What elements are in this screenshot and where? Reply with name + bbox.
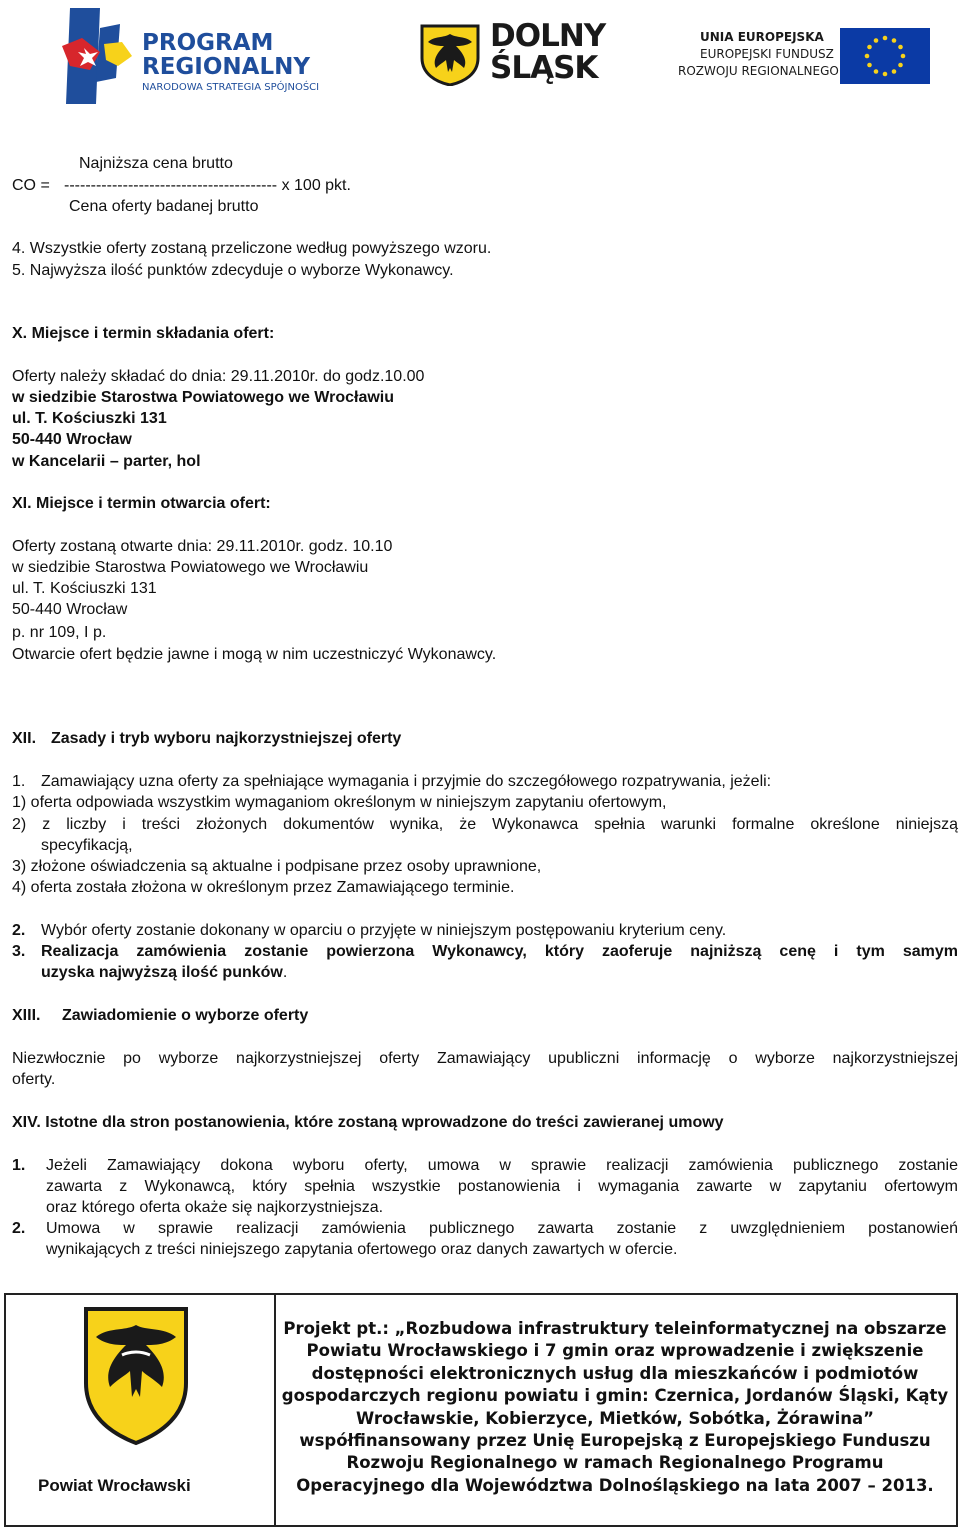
section-x-line4: 50-440 Wrocław bbox=[12, 431, 132, 448]
program-line1: PROGRAM bbox=[142, 30, 274, 56]
powiat-wroclawski-coat-of-arms-icon bbox=[82, 1305, 190, 1447]
footer-divider bbox=[274, 1293, 276, 1527]
section-xi-heading: XI. Miejsce i termin otwarcia ofert: bbox=[12, 495, 271, 512]
xiv-p2-b: wynikających z treści niniejszego zapytania ofertowego oraz danych zawartych w ofercie. bbox=[46, 1241, 678, 1258]
xii-p2-num: 2. bbox=[12, 922, 26, 939]
program-regionalny-logo-icon bbox=[60, 8, 146, 104]
dolny-line1: DOLNY bbox=[490, 18, 606, 54]
xii-sub3: 3) złożone oświadczenia są aktualne i podpisane przez osoby uprawnione, bbox=[12, 858, 542, 875]
xii-sub1: 1) oferta odpowiada wszystkim wymaganiom określonym w niniejszym zapytaniu ofertowym, bbox=[12, 794, 667, 811]
formula-lhs: CO = bbox=[12, 177, 50, 194]
section-xi-line: p. nr 109, I p. bbox=[12, 624, 107, 641]
item-4: 4. Wszystkie oferty zostaną przeliczone według powyższego wzoru. bbox=[12, 240, 492, 257]
xii-p1-text: Zamawiający uzna oferty za spełniające wymagania i przyjmie do szczegółowego rozpatrywania, jeżeli: bbox=[41, 773, 772, 790]
ue-line2: EUROPEJSKI FUNDUSZ bbox=[700, 47, 834, 61]
program-line3: NARODOWA STRATEGIA SPÓJNOŚCI bbox=[142, 82, 320, 93]
xii-p1-num: 1. bbox=[12, 773, 26, 790]
program-line2: REGIONALNY bbox=[142, 54, 311, 80]
xii-sub2-a: 2) z liczby i treści złożonych dokumentów wynika, że Wykonawca spełnia warunki formalne określone niniejszą bbox=[12, 816, 958, 833]
dolny-slask-eagle-icon bbox=[420, 24, 480, 86]
section-xi-line: Oferty zostaną otwarte dnia: 29.11.2010r. godz. 10.10 bbox=[12, 538, 393, 555]
section-xi-line: 50-440 Wrocław bbox=[12, 601, 128, 618]
section-x-line5: w Kancelarii – parter, hol bbox=[12, 453, 201, 470]
xiv-p1-c: oraz którego oferta okaże się najkorzystniejsza. bbox=[46, 1199, 384, 1216]
dolny-line2: ŚLĄSK bbox=[490, 50, 598, 86]
section-x-heading: X. Miejsce i termin składania ofert: bbox=[12, 325, 275, 342]
formula-denominator: Cena oferty badanej brutto bbox=[69, 198, 259, 215]
xiv-p2-a: Umowa w sprawie realizacji zamówienia publicznego zawarta zostanie z uwzględnieniem postanowień bbox=[46, 1220, 958, 1237]
item-5: 5. Najwyższa ilość punktów zdecyduje o wyborze Wykonawcy. bbox=[12, 262, 454, 279]
section-xiii-heading: Zawiadomienie o wyborze oferty bbox=[62, 1007, 309, 1024]
xii-p3-num: 3. bbox=[12, 943, 26, 960]
xii-p3-text-b: uzyska najwyższą ilość punków bbox=[41, 964, 283, 981]
section-xi-line: ul. T. Kościuszki 131 bbox=[12, 580, 157, 597]
formula-numerator: Najniższa cena brutto bbox=[79, 155, 233, 172]
ue-line3: ROZWOJU REGIONALNEGO bbox=[678, 64, 839, 78]
section-xi-line: w siedzibie Starostwa Powiatowego we Wrocławiu bbox=[12, 559, 369, 576]
xii-sub4: 4) oferta została złożona w określonym przez Zamawiającego terminie. bbox=[12, 879, 515, 896]
section-x-line3: ul. T. Kościuszki 131 bbox=[12, 410, 167, 427]
section-x-line1: Oferty należy składać do dnia: 29.11.2010r. do godz.10.00 bbox=[12, 368, 425, 385]
section-x-line2: w siedzibie Starostwa Powiatowego we Wrocławiu bbox=[12, 389, 395, 406]
footer-project-description: Projekt pt.: „Rozbudowa infrastruktury teleinformatycznej na obszarze Powiatu Wrocławskiego i 7 gmin oraz wprowadzenie i zwiększenie dostępności elektronicznych usług dla mieszkańców i podmiotów gospodarczych regionu powiatu i gmin: Czernica, Jordanów Śląski, Kąty Wrocławskie, Kobierzyce, Mietków, Sobótka, Żórawina” współfinansowany przez Unię Europejską z Europejskiego Funduszu Rozwoju Regionalnego w ramach Regionalnego Programu Operacyjnego dla Województwa Dolnośląskiego na lata 2007 – 2013. bbox=[281, 1319, 949, 1495]
section-xiii-line-a: Niezwłocznie po wyborze najkorzystniejszej oferty Zamawiający upubliczni informację o wyborze najkorzystniejszej bbox=[12, 1050, 958, 1067]
xii-sub2-b: specyfikacją, bbox=[41, 837, 133, 854]
xii-p3-text-b-wrap bbox=[41, 962, 287, 983]
ue-line1: UNIA EUROPEJSKA bbox=[700, 30, 824, 44]
xii-p3-text-a: Realizacja zamówienia zostanie powierzona Wykonawcy, który zaoferuje najniższą cenę i tym samym bbox=[41, 943, 958, 960]
xii-p2-text: Wybór oferty zostanie dokonany w oparciu o przyjęte w niniejszym postępowaniu kryterium ceny. bbox=[41, 922, 727, 939]
section-xii-num: XII. bbox=[12, 730, 37, 747]
xiv-p2-num: 2. bbox=[12, 1220, 26, 1237]
xii-p3-text-b-end: . bbox=[282, 964, 288, 981]
xiv-p1-num: 1. bbox=[12, 1157, 26, 1174]
xiv-p1-a: Jeżeli Zamawiający dokona wyboru oferty, umowa w sprawie realizacji zamówienia publicznego zostanie bbox=[46, 1157, 958, 1174]
section-xiii-num: XIII. bbox=[12, 1007, 41, 1024]
footer-powiat-label: Powiat Wrocławski bbox=[38, 1476, 191, 1495]
eu-flag-icon bbox=[840, 28, 930, 84]
section-xii-heading: Zasady i tryb wyboru najkorzystniejszej oferty bbox=[51, 730, 402, 747]
section-xiv-heading: XIV. Istotne dla stron postanowienia, które zostaną wprowadzone do treści zawieranej umowy bbox=[12, 1114, 724, 1131]
xiv-p1-b: zawarta z Wykonawcą, który spełnia wszystkie postanowienia i wymagania zawarte w zapytaniu ofertowym bbox=[46, 1178, 958, 1195]
formula-dashes: ---------------------------------------- x 100 pkt. bbox=[64, 177, 351, 194]
section-xi-line: Otwarcie ofert będzie jawne i mogą w nim uczestniczyć Wykonawcy. bbox=[12, 646, 497, 663]
section-xiii-line-b: oferty. bbox=[12, 1071, 56, 1088]
